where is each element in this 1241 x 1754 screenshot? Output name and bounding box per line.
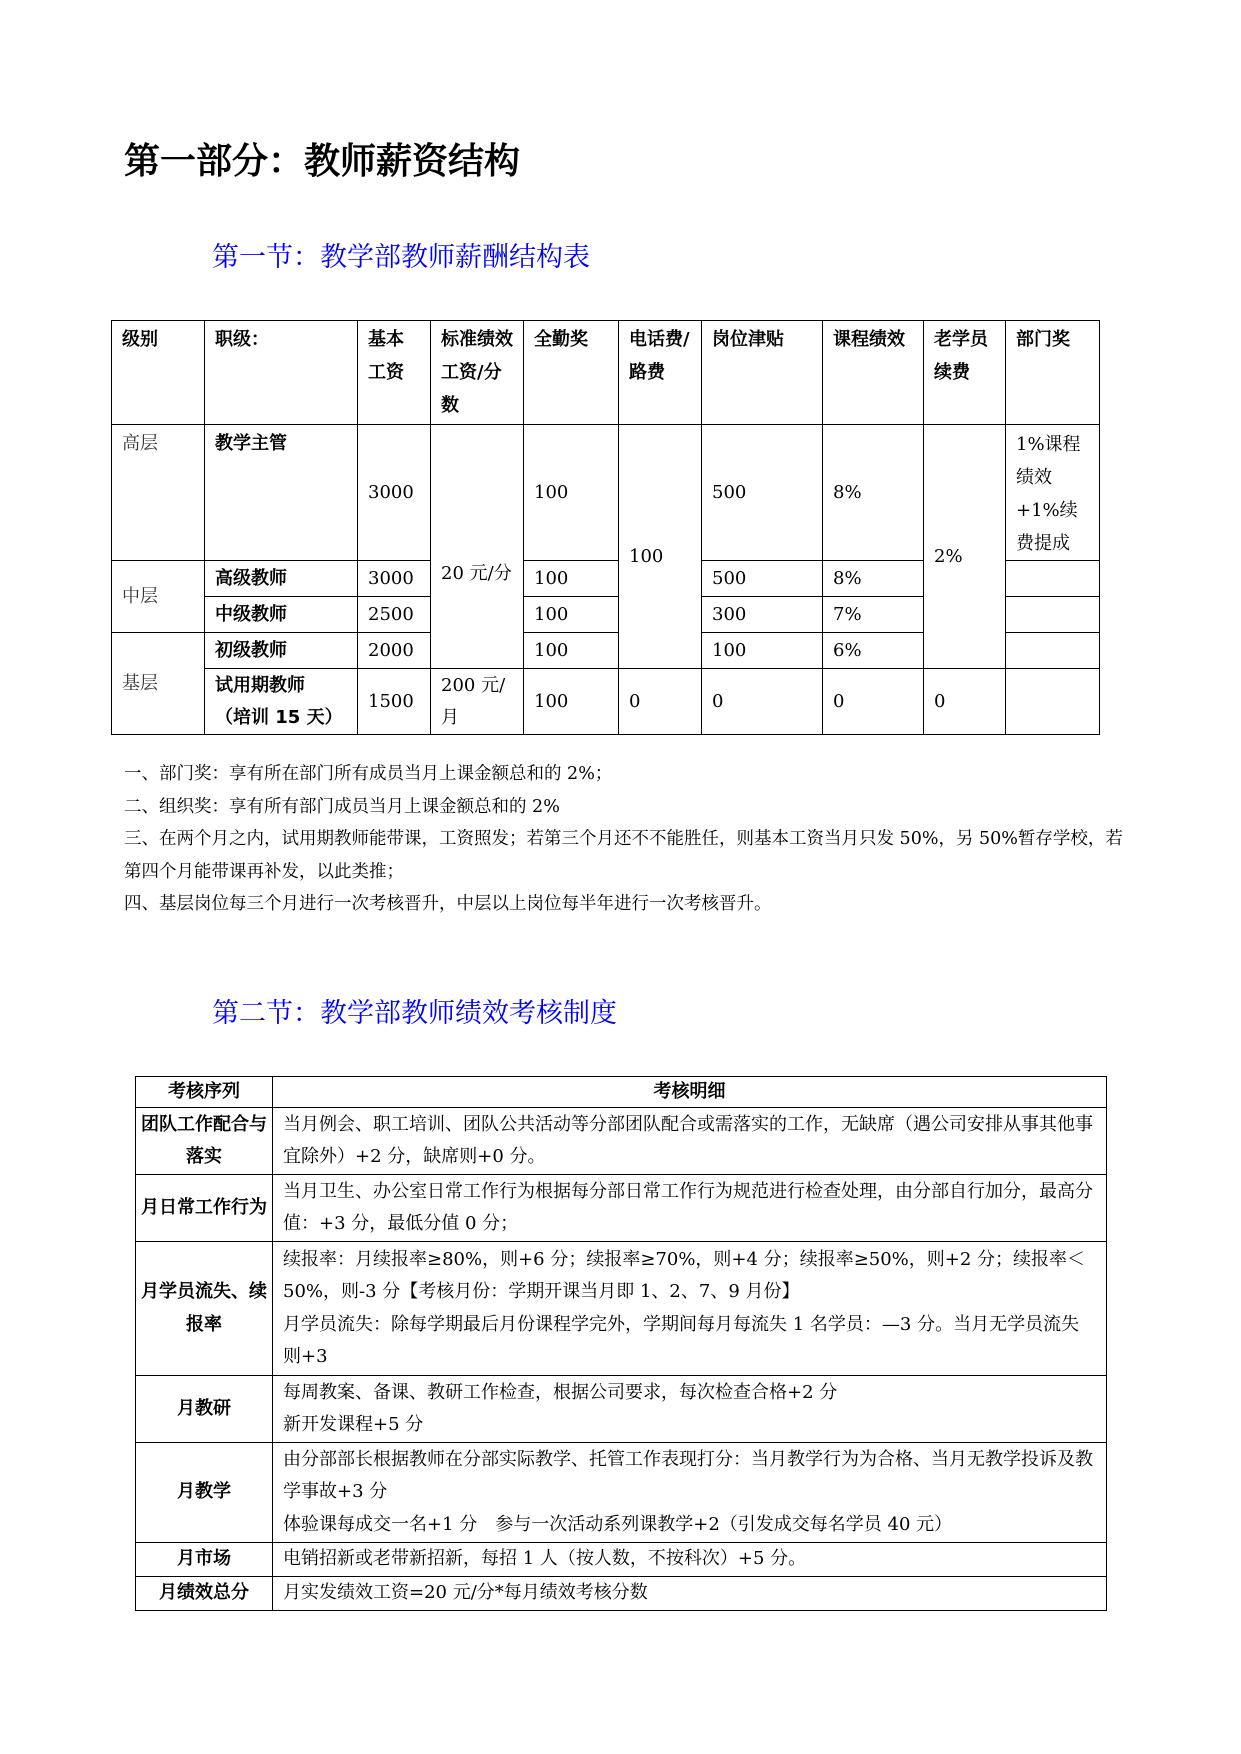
note-item: 一、部门奖：享有所在部门所有成员当月上课金额总和的 2%； bbox=[124, 764, 613, 784]
base-salary-cell: 3000 bbox=[358, 425, 431, 561]
attendance-cell: 100 bbox=[524, 669, 619, 735]
note-item: 四、基层岗位每三个月进行一次考核晋升，中层以上岗位每半年进行一次考核晋升。 bbox=[124, 894, 772, 914]
note-item: 三、在两个月之内，试用期教师能带课，工资照发；若第三个月还不不能胜任，则基本工资当月只发 50%，另 50%暂存学校，若第四个月能带课再补发，以此类推； bbox=[124, 829, 1123, 882]
detail-line: 体验课每成交一名+1 分 参与一次活动系列课教学+2（引发成交每名学员 40 元） bbox=[283, 1513, 953, 1535]
category-cell: 月绩效总分 bbox=[136, 1577, 273, 1611]
salary-notes bbox=[124, 758, 1134, 921]
table-row bbox=[136, 1175, 1107, 1242]
detail-line: 每周教案、备课、教研工作检查，根据公司要求，每次检查合格+2 分 bbox=[283, 1381, 838, 1403]
course-performance-cell: 6% bbox=[823, 633, 924, 669]
header-course-performance: 课程绩效 bbox=[823, 321, 924, 425]
post-allowance-cell: 500 bbox=[702, 561, 823, 597]
base-salary-cell: 2500 bbox=[358, 597, 431, 633]
table-row bbox=[136, 1577, 1107, 1611]
header-level: 级别 bbox=[112, 321, 205, 425]
attendance-cell: 100 bbox=[524, 633, 619, 669]
table-header-row bbox=[112, 321, 1100, 425]
level-cell: 高层 bbox=[112, 425, 205, 561]
performance-assessment-table bbox=[135, 1076, 1107, 1611]
table-header-row bbox=[136, 1077, 1107, 1108]
table-row bbox=[136, 1376, 1107, 1443]
renewal-cell: 0 bbox=[924, 669, 1006, 735]
dept-bonus-cell bbox=[1006, 597, 1100, 633]
detail-line: 当月卫生、办公室日常工作行为根据每分部日常工作行为规范进行检查处理，由分部自行加分，最高分值：+3 分，最低分值 0 分； bbox=[283, 1180, 1093, 1234]
page-title: 第一部分：教师薪资结构 bbox=[124, 141, 521, 182]
category-cell: 月教学 bbox=[136, 1443, 273, 1543]
detail-cell bbox=[273, 1175, 1107, 1242]
header-rank: 职级： bbox=[205, 321, 358, 425]
table-row bbox=[136, 1108, 1107, 1175]
post-allowance-cell: 300 bbox=[702, 597, 823, 633]
header-base-salary: 基本工资 bbox=[358, 321, 431, 425]
base-salary-cell: 1500 bbox=[358, 669, 431, 735]
level-cell: 基层 bbox=[112, 633, 205, 735]
post-allowance-cell: 100 bbox=[702, 633, 823, 669]
renewal-cell: 2% bbox=[924, 425, 1006, 669]
rank-cell: 教学主管 bbox=[205, 425, 358, 561]
attendance-cell: 100 bbox=[524, 425, 619, 561]
detail-line: 续报率：月续报率≥80%，则+6 分；续报率≥70%，则+4 分；续报率≥50%，则+2 分；续报率＜50%，则-3 分【考核月份：学期开课当月即 1、2、7、9 月份】 bbox=[283, 1248, 1086, 1302]
category-cell: 月教研 bbox=[136, 1376, 273, 1443]
dept-bonus-cell bbox=[1006, 633, 1100, 669]
header-phone-travel: 电话费/路费 bbox=[619, 321, 702, 425]
rank-label: 试用期教师 bbox=[215, 674, 305, 696]
detail-cell bbox=[273, 1242, 1107, 1376]
detail-cell bbox=[273, 1376, 1107, 1443]
rank-cell: 初级教师 bbox=[205, 633, 358, 669]
detail-cell bbox=[273, 1443, 1107, 1543]
table-row bbox=[136, 1443, 1107, 1543]
attendance-cell: 100 bbox=[524, 597, 619, 633]
course-performance-cell: 8% bbox=[823, 425, 924, 561]
category-cell: 团队工作配合与落实 bbox=[136, 1108, 273, 1175]
post-allowance-cell: 0 bbox=[702, 669, 823, 735]
detail-line: 电销招新或老带新招新，每招 1 人（按人数，不按科次）+5 分。 bbox=[283, 1548, 807, 1570]
category-cell: 月市场 bbox=[136, 1543, 273, 1577]
performance-rate-cell: 200 元/月 bbox=[431, 669, 524, 735]
salary-structure-table bbox=[111, 320, 1100, 735]
course-performance-cell: 8% bbox=[823, 561, 924, 597]
rank-cell: 高级教师 bbox=[205, 561, 358, 597]
header-detail: 考核明细 bbox=[273, 1077, 1107, 1108]
detail-line: 由分部部长根据教师在分部实际教学、托管工作表现打分：当月教学行为为合格、当月无教学投诉及教学事故+3 分 bbox=[283, 1448, 1093, 1503]
detail-line: 新开发课程+5 分 bbox=[283, 1414, 424, 1435]
detail-line: 月实发绩效工资=20 元/分*每月绩效考核分数 bbox=[283, 1582, 648, 1604]
detail-cell bbox=[273, 1577, 1107, 1611]
table-row bbox=[136, 1242, 1107, 1376]
category-cell: 月学员流失、续报率 bbox=[136, 1242, 273, 1376]
phone-travel-cell: 0 bbox=[619, 669, 702, 735]
table-row bbox=[112, 669, 1100, 735]
base-salary-cell: 3000 bbox=[358, 561, 431, 597]
detail-line: 当月例会、职工培训、团队公共活动等分部团队配合或需落实的工作，无缺席（遇公司安排从事其他事宜除外）+2 分，缺席则+0 分。 bbox=[283, 1113, 1093, 1167]
header-attendance-bonus: 全勤奖 bbox=[524, 321, 619, 425]
header-renewal: 老学员续费 bbox=[924, 321, 1006, 425]
attendance-cell: 100 bbox=[524, 561, 619, 597]
detail-cell bbox=[273, 1543, 1107, 1577]
header-performance-salary: 标准绩效工资/分数 bbox=[431, 321, 524, 425]
dept-bonus-cell bbox=[1006, 669, 1100, 735]
dept-bonus-cell: 1%课程绩效+1%续费提成 bbox=[1006, 425, 1100, 561]
detail-cell bbox=[273, 1108, 1107, 1175]
section-title-performance: 第二节：教学部教师绩效考核制度 bbox=[212, 998, 617, 1029]
course-performance-cell: 0 bbox=[823, 669, 924, 735]
section-title-salary: 第一节：教学部教师薪酬结构表 bbox=[212, 242, 590, 273]
table-row bbox=[136, 1543, 1107, 1577]
base-salary-cell: 2000 bbox=[358, 633, 431, 669]
header-post-allowance: 岗位津贴 bbox=[702, 321, 823, 425]
rank-cell: 中级教师 bbox=[205, 597, 358, 633]
course-performance-cell: 7% bbox=[823, 597, 924, 633]
level-cell: 中层 bbox=[112, 561, 205, 633]
table-row bbox=[112, 425, 1100, 561]
category-cell: 月日常工作行为 bbox=[136, 1175, 273, 1242]
note-item: 二、组织奖：享有所有部门成员当月上课金额总和的 2% bbox=[124, 796, 560, 817]
post-allowance-cell: 500 bbox=[702, 425, 823, 561]
rank-cell-probation bbox=[205, 669, 358, 735]
phone-travel-cell: 100 bbox=[619, 425, 702, 669]
rank-note: （培训 15 天） bbox=[215, 706, 343, 728]
header-category: 考核序列 bbox=[136, 1077, 273, 1108]
detail-line: 月学员流失：除每学期最后月份课程学完外，学期间每月每流失 1 名学员：—3 分。当月无学员流失则+3 bbox=[283, 1313, 1080, 1367]
dept-bonus-cell bbox=[1006, 561, 1100, 597]
header-dept-bonus: 部门奖 bbox=[1006, 321, 1100, 425]
performance-rate-cell: 20 元/分 bbox=[431, 425, 524, 669]
